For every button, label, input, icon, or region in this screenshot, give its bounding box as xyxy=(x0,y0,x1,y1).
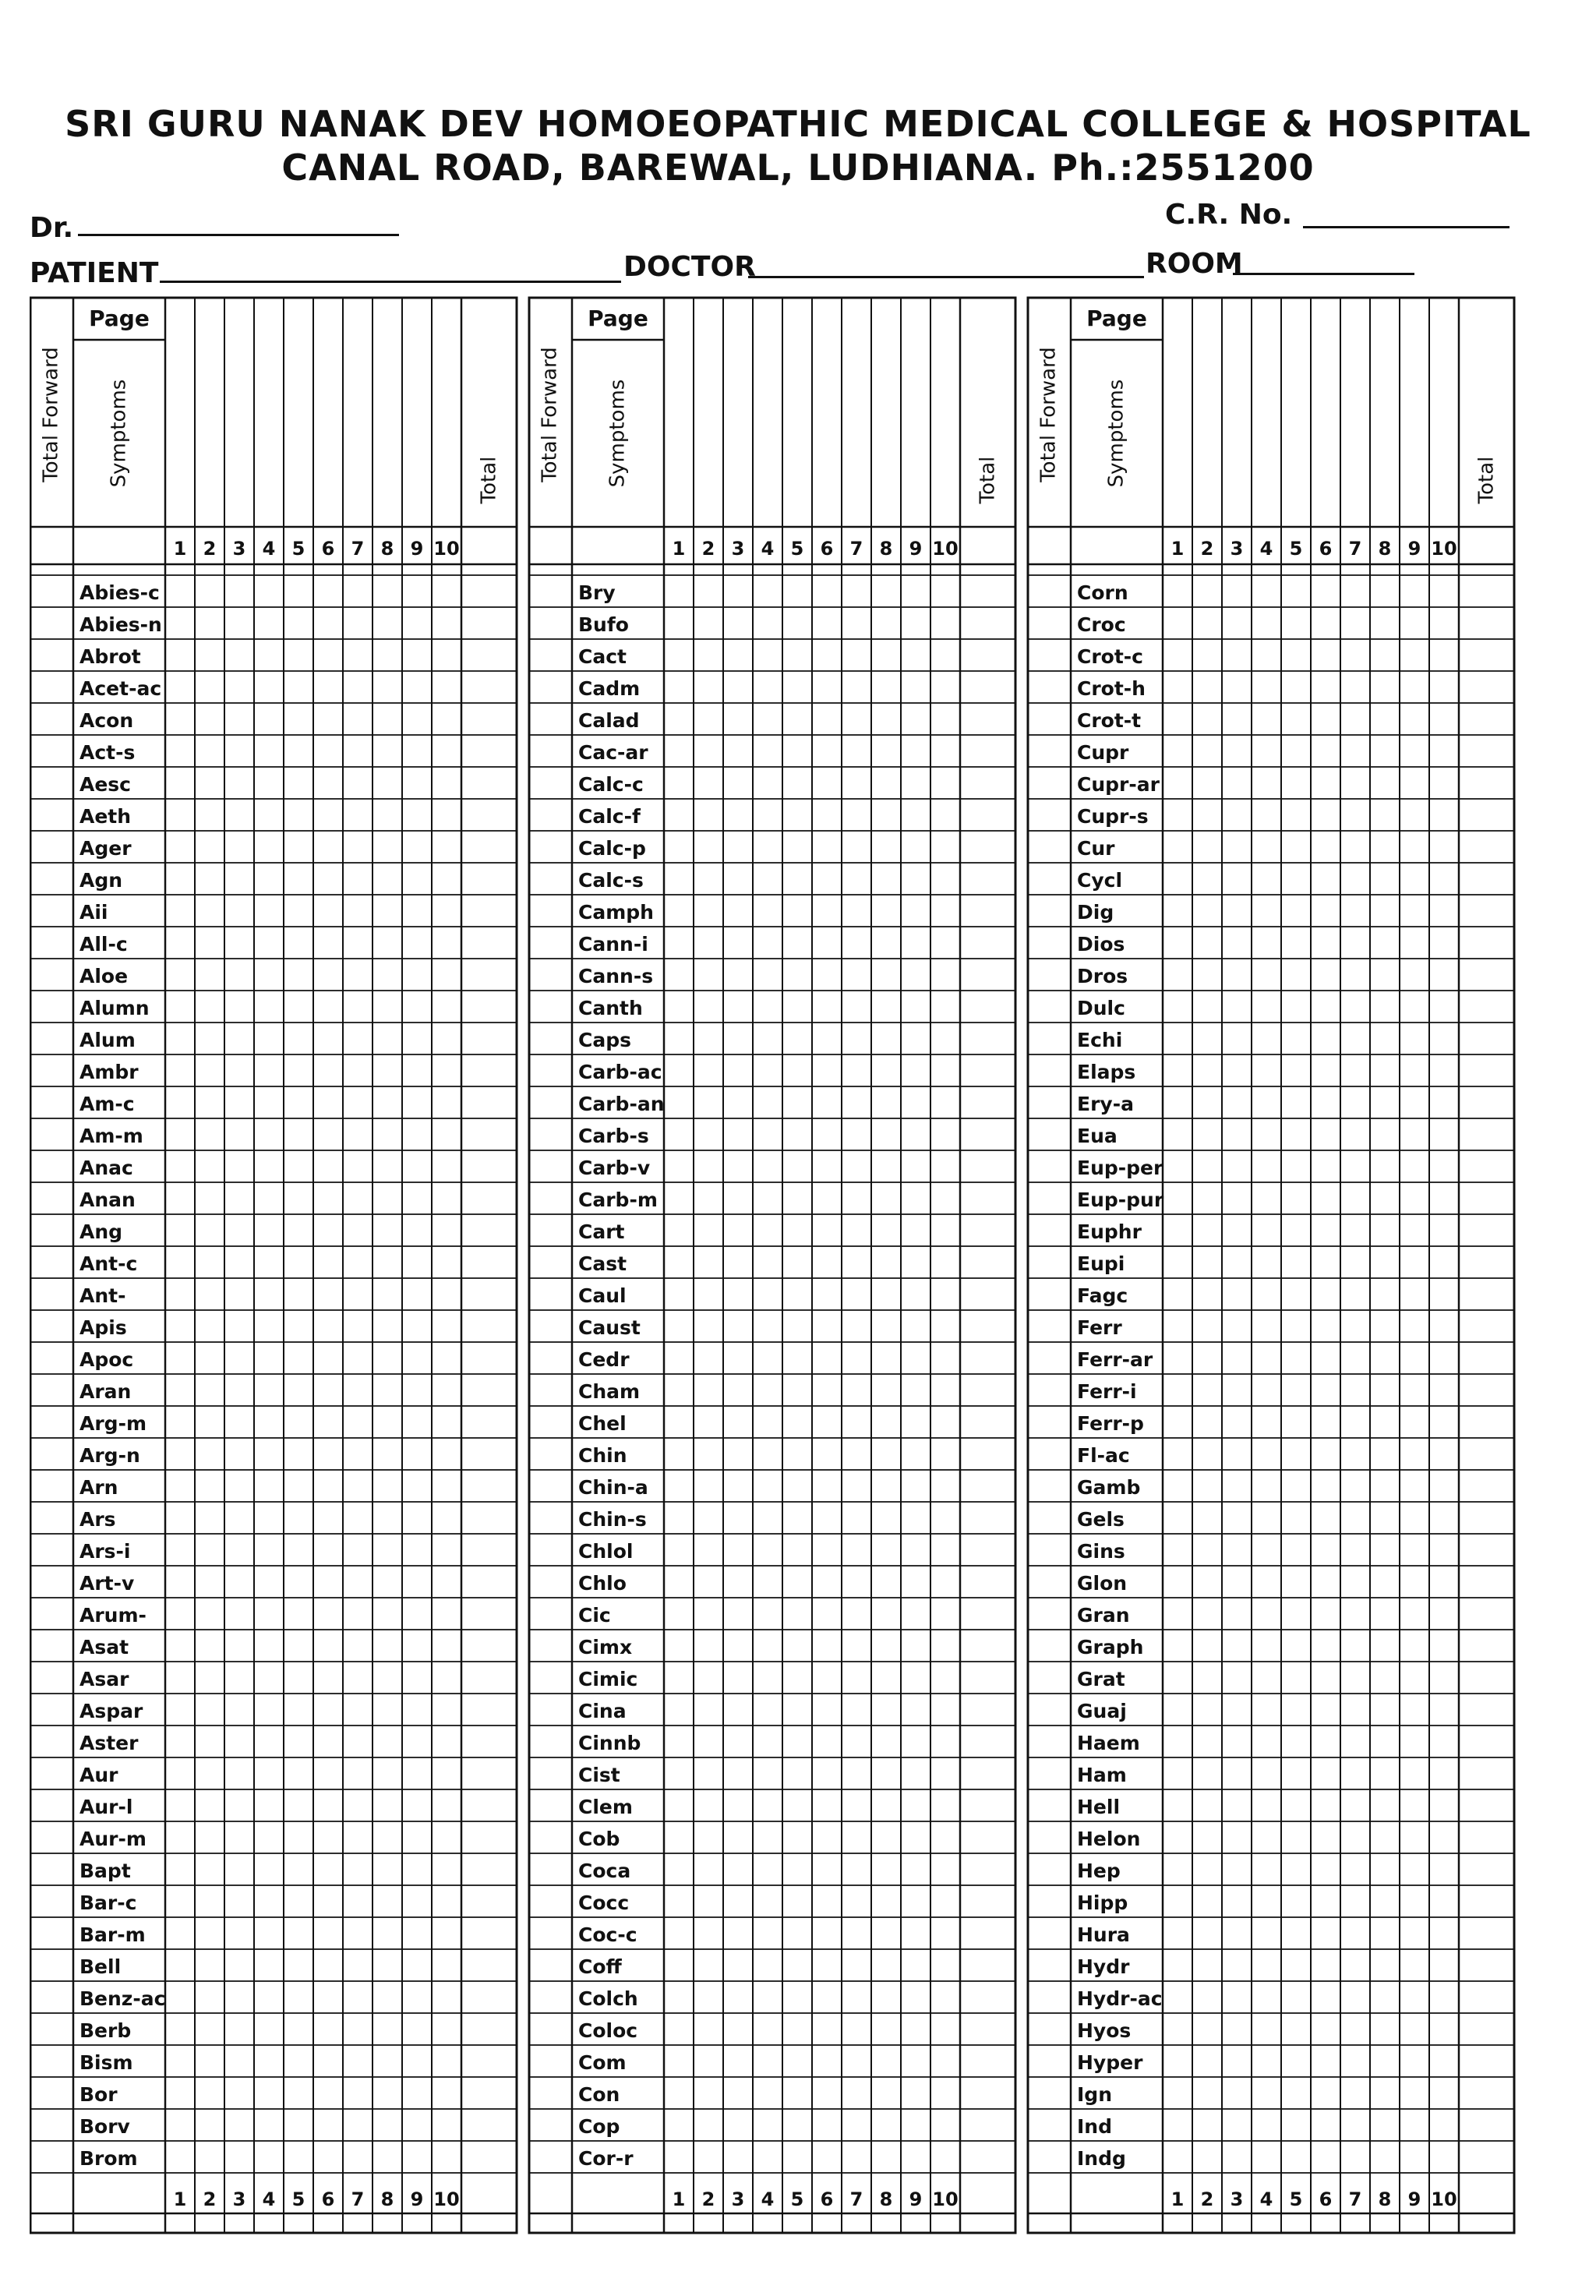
remedy-label: Ars-i xyxy=(79,1540,131,1563)
column-number: 10 xyxy=(433,2188,460,2210)
remedy-label: Cycl xyxy=(1077,869,1123,892)
total-forward-header: Total Forward xyxy=(39,347,63,482)
remedy-label: Eupi xyxy=(1077,1252,1125,1275)
remedy-label: Apoc xyxy=(79,1348,134,1371)
remedy-label: Hyper xyxy=(1077,2051,1143,2074)
remedy-label: Guaj xyxy=(1077,1700,1127,1722)
remedy-label: Ager xyxy=(79,837,132,860)
column-number: 10 xyxy=(932,2188,959,2210)
column-number: 2 xyxy=(701,2188,715,2210)
column-number: 3 xyxy=(731,2188,745,2210)
column-number: 4 xyxy=(262,2188,276,2210)
remedy-label: Cina xyxy=(578,1700,627,1722)
column-number: 3 xyxy=(731,538,745,560)
page-header-label: Page xyxy=(1086,306,1147,331)
remedy-label: Coloc xyxy=(578,2019,638,2042)
remedy-label: Caps xyxy=(578,1029,631,1051)
remedy-label: Cupr-ar xyxy=(1077,773,1160,796)
remedy-label: Eua xyxy=(1077,1125,1118,1147)
remedy-label: Coca xyxy=(578,1860,631,1882)
remedy-label: Ant-c xyxy=(79,1252,138,1275)
remedy-label: Chin-a xyxy=(578,1476,648,1499)
cr-number-label: C.R. No. xyxy=(1165,199,1293,231)
remedy-label: Anac xyxy=(79,1157,133,1179)
remedy-label: Chin xyxy=(578,1444,627,1467)
column-number: 8 xyxy=(380,2188,394,2210)
remedy-label: Chlol xyxy=(578,1540,634,1563)
remedy-label: Ambr xyxy=(79,1061,139,1083)
remedy-label: Fl-ac xyxy=(1077,1444,1130,1467)
remedy-label: Anan xyxy=(79,1189,136,1211)
remedy-label: Cupr-s xyxy=(1077,805,1149,828)
remedy-label: Aspar xyxy=(79,1700,143,1722)
patient-field[interactable] xyxy=(160,281,621,283)
remedy-label: Berb xyxy=(79,2019,132,2042)
remedy-label: Aster xyxy=(79,1732,139,1754)
remedy-label: Aur xyxy=(79,1764,118,1786)
remedy-label: Borv xyxy=(79,2115,130,2138)
remedy-label: Elaps xyxy=(1077,1061,1136,1083)
remedy-label: Alumn xyxy=(79,997,150,1019)
remedy-label: Hipp xyxy=(1077,1892,1128,1914)
remedy-label: Croc xyxy=(1077,613,1126,636)
remedy-label: Cedr xyxy=(578,1348,630,1371)
doctor-label: DOCTOR xyxy=(623,251,756,283)
remedy-label: Cupr xyxy=(1077,741,1129,764)
remedy-label: Fagc xyxy=(1077,1284,1128,1307)
remedy-label: Hyos xyxy=(1077,2019,1132,2042)
column-number: 10 xyxy=(433,538,460,560)
column-number: 3 xyxy=(1230,538,1244,560)
remedy-label: Cist xyxy=(578,1764,620,1786)
remedy-label: Gran xyxy=(1077,1604,1130,1627)
column-number: 2 xyxy=(203,538,217,560)
remedy-label: Ery-a xyxy=(1077,1093,1134,1115)
remedy-label: Arg-m xyxy=(79,1412,147,1435)
remedy-label: Acet-ac xyxy=(79,677,162,700)
column-number: 5 xyxy=(790,538,804,560)
column-number: 2 xyxy=(1200,2188,1214,2210)
remedy-label: Coc-c xyxy=(578,1923,637,1946)
column-number: 1 xyxy=(173,2188,187,2210)
remedy-label: Bar-c xyxy=(79,1892,137,1914)
remedy-label: Euphr xyxy=(1077,1220,1142,1243)
remedy-label: Caust xyxy=(578,1316,641,1339)
remedy-label: Brom xyxy=(79,2147,138,2170)
remedy-label: Abies-n xyxy=(79,613,162,636)
page-title: SRI GURU NANAK DEV HOMOEOPATHIC MEDICAL COLLEGE & HOSPITAL xyxy=(65,103,1531,145)
remedy-label: Echi xyxy=(1077,1029,1123,1051)
column-number: 4 xyxy=(761,2188,775,2210)
remedy-label: Gamb xyxy=(1077,1476,1141,1499)
column-number: 5 xyxy=(291,538,305,560)
column-number: 6 xyxy=(321,2188,335,2210)
remedy-label: Dios xyxy=(1077,933,1125,955)
remedy-label: Hydr xyxy=(1077,1955,1130,1978)
column-number: 6 xyxy=(820,2188,834,2210)
repertory-grid xyxy=(30,288,1518,2237)
remedy-label: Colch xyxy=(578,1987,638,2010)
remedy-label: Cob xyxy=(578,1828,620,1850)
total-forward-header: Total Forward xyxy=(1036,347,1061,482)
remedy-label: Arg-n xyxy=(79,1444,140,1467)
remedy-label: Ang xyxy=(79,1220,123,1243)
remedy-label: Carb-s xyxy=(578,1125,649,1147)
remedy-label: Gins xyxy=(1077,1540,1125,1563)
remedy-label: Cimic xyxy=(578,1668,638,1690)
remedy-label: Acon xyxy=(79,709,134,732)
column-number: 8 xyxy=(879,2188,893,2210)
page-header-label: Page xyxy=(588,306,648,331)
remedy-label: Ars xyxy=(79,1508,116,1531)
remedy-label: Act-s xyxy=(79,741,136,764)
remedy-label: Ferr-ar xyxy=(1077,1348,1153,1371)
column-number: 8 xyxy=(1378,538,1392,560)
remedy-label: Grat xyxy=(1077,1668,1125,1690)
column-number: 9 xyxy=(1407,2188,1421,2210)
column-number: 3 xyxy=(232,538,246,560)
column-number: 6 xyxy=(820,538,834,560)
remedy-label: Con xyxy=(578,2083,620,2106)
column-number: 8 xyxy=(380,538,394,560)
remedy-label: Agn xyxy=(79,869,123,892)
cr-number-field[interactable] xyxy=(1303,226,1509,228)
column-number: 8 xyxy=(879,538,893,560)
column-number: 4 xyxy=(761,538,775,560)
remedy-label: Crot-h xyxy=(1077,677,1146,700)
page-subtitle: CANAL ROAD, BAREWAL, LUDHIANA. Ph.:2551200 xyxy=(281,147,1315,189)
remedy-label: Ham xyxy=(1077,1764,1127,1786)
column-number: 9 xyxy=(410,538,424,560)
column-number: 10 xyxy=(932,538,959,560)
remedy-label: Am-m xyxy=(79,1125,143,1147)
doctor-field[interactable] xyxy=(748,276,1144,278)
column-number: 4 xyxy=(1259,538,1273,560)
remedy-label: Cac-ar xyxy=(578,741,648,764)
column-number: 8 xyxy=(1378,2188,1392,2210)
remedy-label: Arum- xyxy=(79,1604,147,1627)
remedy-label: Ant- xyxy=(79,1284,126,1307)
patient-label: PATIENT xyxy=(30,257,159,289)
remedy-label: Hura xyxy=(1077,1923,1130,1946)
remedy-label: Ferr xyxy=(1077,1316,1122,1339)
remedy-label: Crot-c xyxy=(1077,645,1143,668)
column-number: 2 xyxy=(1200,538,1214,560)
remedy-label: Crot-t xyxy=(1077,709,1142,732)
remedy-label: Arn xyxy=(79,1476,118,1499)
remedy-label: Asat xyxy=(79,1636,129,1658)
remedy-label: Cur xyxy=(1077,837,1115,860)
total-header: Total xyxy=(477,456,501,504)
remedy-label: Aran xyxy=(79,1380,132,1403)
remedy-label: Ign xyxy=(1077,2083,1112,2106)
remedy-label: Ferr-p xyxy=(1077,1412,1144,1435)
column-number: 6 xyxy=(1319,538,1333,560)
remedy-label: Cor-r xyxy=(578,2147,634,2170)
remedy-label: Aur-l xyxy=(79,1796,133,1818)
remedy-label: Glon xyxy=(1077,1572,1128,1595)
column-number: 7 xyxy=(1348,538,1362,560)
remedy-label: Hell xyxy=(1077,1796,1121,1818)
column-number: 9 xyxy=(909,538,923,560)
remedy-label: Asar xyxy=(79,1668,129,1690)
total-forward-header: Total Forward xyxy=(538,347,562,482)
remedy-label: Aeth xyxy=(79,805,132,828)
remedy-label: Art-v xyxy=(79,1572,135,1595)
remedy-label: Cocc xyxy=(578,1892,630,1914)
remedy-label: Clem xyxy=(578,1796,633,1818)
remedy-label: Alum xyxy=(79,1029,136,1051)
remedy-label: Dig xyxy=(1077,901,1114,924)
remedy-label: Hydr-ac xyxy=(1077,1987,1163,2010)
column-number: 6 xyxy=(1319,2188,1333,2210)
column-number: 3 xyxy=(1230,2188,1244,2210)
remedy-label: Aesc xyxy=(79,773,132,796)
column-number: 7 xyxy=(849,538,863,560)
remedy-label: Carb-m xyxy=(578,1189,658,1211)
remedy-label: Haem xyxy=(1077,1732,1140,1754)
remedy-label: Carb-v xyxy=(578,1157,651,1179)
remedy-label: Aii xyxy=(79,901,108,924)
room-label: ROOM xyxy=(1146,248,1243,280)
remedy-label: Bufo xyxy=(578,613,629,636)
remedy-label: Canth xyxy=(578,997,643,1019)
remedy-label: Apis xyxy=(79,1316,127,1339)
column-number: 1 xyxy=(672,2188,686,2210)
column-number: 2 xyxy=(701,538,715,560)
column-number: 6 xyxy=(321,538,335,560)
remedy-label: Coff xyxy=(578,1955,622,1978)
column-number: 5 xyxy=(291,2188,305,2210)
remedy-label: Aur-m xyxy=(79,1828,147,1850)
remedy-label: Bell xyxy=(79,1955,122,1978)
remedy-label: All-c xyxy=(79,933,128,955)
symptoms-header: Symptoms xyxy=(1104,379,1128,488)
remedy-label: Cham xyxy=(578,1380,641,1403)
dr-label: Dr. xyxy=(30,212,74,244)
remedy-label: Abies-c xyxy=(79,581,160,604)
column-number: 4 xyxy=(1259,2188,1273,2210)
total-header: Total xyxy=(1474,456,1499,504)
remedy-label: Carb-an xyxy=(578,1093,665,1115)
remedy-label: Chin-s xyxy=(578,1508,647,1531)
column-number: 5 xyxy=(790,2188,804,2210)
column-number: 5 xyxy=(1289,538,1303,560)
remedy-label: Abrot xyxy=(79,645,141,668)
remedy-label: Cast xyxy=(578,1252,627,1275)
symptoms-header: Symptoms xyxy=(606,379,630,488)
column-number: 1 xyxy=(672,538,686,560)
remedy-label: Bism xyxy=(79,2051,133,2074)
remedy-label: Cact xyxy=(578,645,627,668)
column-number: 9 xyxy=(909,2188,923,2210)
column-number: 2 xyxy=(203,2188,217,2210)
remedy-label: Hep xyxy=(1077,1860,1121,1882)
remedy-label: Benz-ac xyxy=(79,1987,166,2010)
remedy-label: Dros xyxy=(1077,965,1128,987)
column-number: 9 xyxy=(1407,538,1421,560)
symptoms-header: Symptoms xyxy=(107,379,131,488)
remedy-label: Am-c xyxy=(79,1093,135,1115)
column-number: 7 xyxy=(351,2188,365,2210)
column-number: 9 xyxy=(410,2188,424,2210)
remedy-label: Caul xyxy=(578,1284,627,1307)
dr-field[interactable] xyxy=(78,234,399,236)
column-number: 1 xyxy=(1171,538,1185,560)
remedy-label: Camph xyxy=(578,901,654,924)
remedy-label: Carb-ac xyxy=(578,1061,662,1083)
column-number: 10 xyxy=(1431,2188,1457,2210)
remedy-label: Cic xyxy=(578,1604,611,1627)
remedy-label: Cop xyxy=(578,2115,620,2138)
remedy-label: Aloe xyxy=(79,965,129,987)
remedy-label: Dulc xyxy=(1077,997,1125,1019)
remedy-label: Bry xyxy=(578,581,616,604)
remedy-label: Eup-per xyxy=(1077,1157,1163,1179)
remedy-label: Cann-i xyxy=(578,933,648,955)
remedy-label: Helon xyxy=(1077,1828,1141,1850)
remedy-label: Bor xyxy=(79,2083,118,2106)
remedy-label: Calc-s xyxy=(578,869,644,892)
total-header: Total xyxy=(976,456,1000,504)
remedy-label: Corn xyxy=(1077,581,1128,604)
remedy-label: Cimx xyxy=(578,1636,633,1658)
remedy-label: Cart xyxy=(578,1220,625,1243)
remedy-label: Calad xyxy=(578,709,640,732)
remedy-label: Cinnb xyxy=(578,1732,641,1754)
remedy-label: Indg xyxy=(1077,2147,1126,2170)
remedy-label: Bar-m xyxy=(79,1923,146,1946)
room-field[interactable] xyxy=(1233,273,1414,275)
column-number: 4 xyxy=(262,538,276,560)
remedy-label: Com xyxy=(578,2051,627,2074)
column-number: 1 xyxy=(173,538,187,560)
remedy-label: Gels xyxy=(1077,1508,1125,1531)
column-number: 10 xyxy=(1431,538,1457,560)
remedy-label: Ind xyxy=(1077,2115,1112,2138)
column-number: 7 xyxy=(1348,2188,1362,2210)
column-number: 3 xyxy=(232,2188,246,2210)
remedy-label: Graph xyxy=(1077,1636,1144,1658)
page-header-label: Page xyxy=(89,306,150,331)
remedy-label: Calc-p xyxy=(578,837,646,860)
remedy-label: Cann-s xyxy=(578,965,654,987)
remedy-label: Bapt xyxy=(79,1860,131,1882)
remedy-label: Calc-f xyxy=(578,805,641,828)
column-number: 5 xyxy=(1289,2188,1303,2210)
remedy-label: Eup-pur xyxy=(1077,1189,1164,1211)
column-number: 1 xyxy=(1171,2188,1185,2210)
remedy-label: Chlo xyxy=(578,1572,627,1595)
remedy-label: Calc-c xyxy=(578,773,644,796)
remedy-label: Cadm xyxy=(578,677,641,700)
column-number: 7 xyxy=(849,2188,863,2210)
column-number: 7 xyxy=(351,538,365,560)
remedy-label: Chel xyxy=(578,1412,627,1435)
remedy-label: Ferr-i xyxy=(1077,1380,1137,1403)
